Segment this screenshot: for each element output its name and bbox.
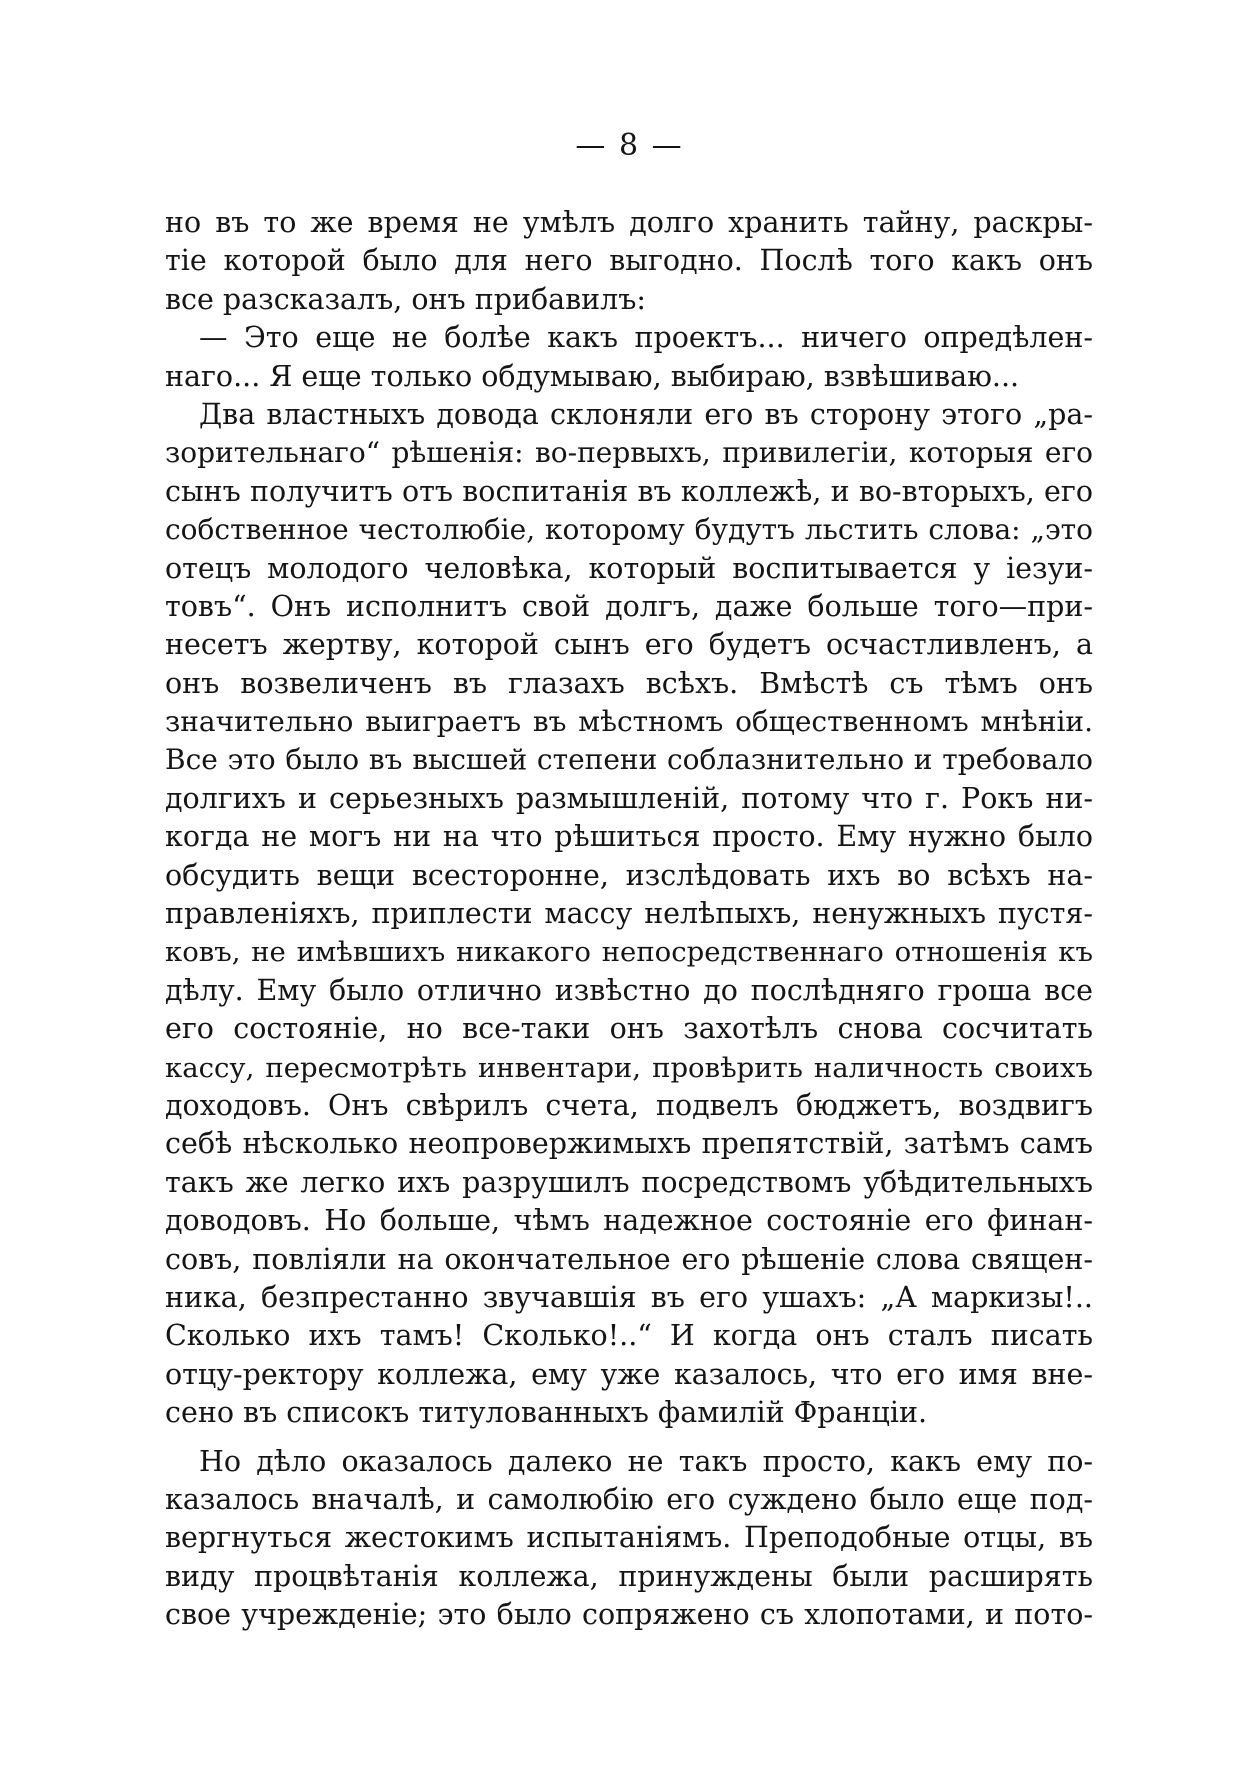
text-line: свое учрежденіе; это было сопряжено съ хлопотами, и пото- (165, 1598, 1093, 1632)
text-line: онъ возвеличенъ въ глазахъ всѣхъ. Вмѣстѣ съ тѣмъ онъ (165, 666, 1093, 700)
text-line: значительно выиграетъ въ мѣстномъ общественномъ мнѣніи. (165, 705, 1093, 739)
text-line: доводовъ. Но больше, чѣмъ надежное состояніе его финан- (165, 1204, 1093, 1238)
text-line: сынъ получитъ отъ воспитанія въ коллежѣ, и во-вторыхъ, его (165, 474, 1093, 508)
text-line: отцу-ректору коллежа, ему уже казалось, что его имя вне- (165, 1357, 1093, 1391)
text-line: но въ то же время не умѣлъ долго хранить тайну, раскры- (165, 206, 1093, 239)
text-line: товъ“. Онъ исполнитъ свой долгъ, даже больше того—при- (165, 589, 1093, 623)
text-line: все разсказалъ, онъ прибавилъ: (165, 282, 646, 316)
text-line: обсудить вещи всесторонне, изслѣдовать ихъ во всѣхъ на- (165, 858, 1093, 892)
text-line: вергнуться жестокимъ испытаніямъ. Преподобные отцы, въ (165, 1521, 1093, 1555)
paragraph-gap (165, 1433, 1093, 1443)
text-line: собственное честолюбіе, которому будутъ льстить слова: „это (165, 513, 1093, 547)
text-line: его состояніе, но все-таки онъ захотѣлъ снова сосчитать (165, 1012, 1093, 1046)
text-line: правленіяхъ, приплести массу нелѣпыхъ, ненужныхъ пустя- (165, 897, 1093, 931)
text-line: Два властныхъ довода склоняли его въ сторону этого „ра- (199, 397, 1093, 431)
text-line: зорительнаго“ рѣшенія: во-первыхъ, привилегіи, которыя его (165, 436, 1093, 470)
text-line: сено въ списокъ титулованныхъ фамилій Франціи. (165, 1396, 928, 1430)
paragraph (165, 319, 1093, 396)
text-line: совъ, повліяли на окончательное его рѣшеніе слова священ- (165, 1242, 1093, 1276)
text-line: отецъ молодого человѣка, который воспитывается у іезуи- (165, 551, 1093, 585)
text-line: доходовъ. Онъ свѣрилъ счета, подвелъ бюджетъ, воздвигъ (165, 1088, 1093, 1122)
text-line: дѣлу. Ему было отлично извѣстно до послѣдняго гроша все (165, 973, 1093, 1007)
text-line: виду процвѣтанія коллежа, принуждены были расширять (165, 1559, 1093, 1593)
text-line: себѣ нѣсколько неопровержимыхъ препятствій, затѣмъ самъ (165, 1127, 1093, 1161)
text-line: когда не могъ ни на что рѣшиться просто. Ему нужно было (165, 820, 1093, 854)
text-line: — Это еще не болѣе какъ проектъ... ничего опредѣлен- (199, 321, 1093, 355)
paragraph (165, 396, 1093, 1433)
paragraph (165, 1443, 1093, 1635)
text-line: долгихъ и серьезныхъ размышленій, потому что г. Рокъ ни- (165, 781, 1093, 815)
text-line: ника, безпрестанно звучавшія въ его ушахъ: „А маркизы!.. (165, 1280, 1093, 1314)
text-line: Но дѣло оказалось далеко не такъ просто, какъ ему по- (199, 1444, 1093, 1478)
text-line: Сколько ихъ тамъ! Сколько!..“ И когда онъ сталъ писать (165, 1319, 1093, 1353)
text-line: Все это было въ высшей степени соблазнительно и требовало (165, 743, 1093, 777)
page-number: — 8 — (575, 128, 684, 163)
text-line: тіе которой было для него выгодно. Послѣ того какъ онъ (165, 244, 1093, 278)
paragraph (165, 204, 1093, 319)
text-line: казалось вначалѣ, и самолюбію его суждено было еще под- (165, 1482, 1093, 1516)
text-line: такъ же легко ихъ разрушилъ посредствомъ убѣдительныхъ (165, 1165, 1093, 1199)
text-line: наго... Я еще только обдумываю, выбираю, взвѣшиваю... (165, 359, 1020, 393)
body-text (165, 204, 1093, 1634)
text-line: ковъ, не имѣвшихъ никакого непосредственнаго отношенія къ (165, 936, 1093, 969)
text-line: несетъ жертву, которой сынъ его будетъ осчастливленъ, а (165, 628, 1093, 662)
text-line: кассу, пересмотрѣть инвентари, провѣрить наличность своихъ (165, 1051, 1093, 1084)
